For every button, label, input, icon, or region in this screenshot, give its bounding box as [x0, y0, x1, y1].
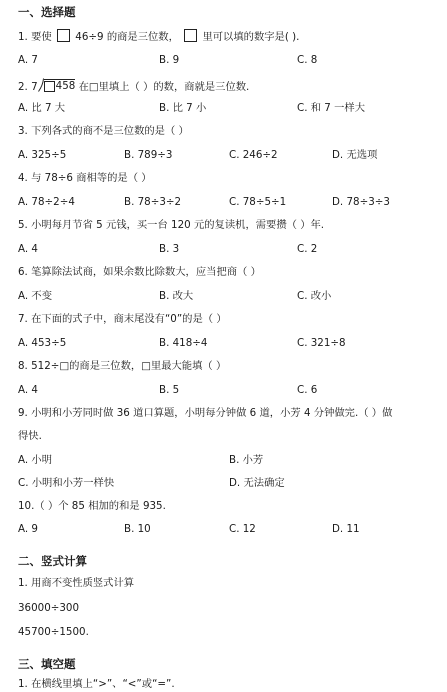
option-d[interactable]: D. 无选项 [332, 149, 378, 161]
question-1-prefix: 1. 要使 [18, 31, 52, 43]
option-c[interactable]: C. 小明和小芳一样快 [18, 477, 115, 489]
option-c[interactable]: C. 246÷2 [229, 149, 278, 161]
option-c[interactable]: C. 改小 [297, 290, 332, 302]
question-1 [18, 29, 299, 42]
option-c[interactable]: C. 321÷8 [297, 337, 346, 349]
question-2 [18, 78, 249, 92]
option-a[interactable]: A. 78÷2÷4 [18, 196, 75, 208]
option-d[interactable]: D. 无法确定 [229, 477, 285, 489]
option-a[interactable]: A. 小明 [18, 454, 53, 466]
option-a[interactable]: A. 4 [18, 243, 38, 255]
section-choice-title: 一、选择题 [18, 5, 76, 19]
option-d[interactable]: D. 78÷3÷3 [332, 196, 390, 208]
option-b[interactable]: B. 10 [124, 523, 151, 535]
option-b[interactable]: B. 3 [159, 243, 180, 255]
question-1-middle: 46÷9 的商是三位数， [75, 31, 179, 43]
dividend: 458 [55, 80, 76, 93]
question-2-prefix: 2. 7 [18, 81, 38, 93]
option-a[interactable]: A. 453÷5 [18, 337, 67, 349]
option-b[interactable]: B. 789÷3 [124, 149, 173, 161]
option-c[interactable]: C. 2 [297, 243, 318, 255]
option-a[interactable]: A. 7 [18, 54, 38, 66]
option-c[interactable]: C. 6 [297, 384, 318, 396]
question-2-suffix: 在□里填上（ ）的数，商就是三位数. [78, 81, 250, 93]
option-a[interactable]: A. 9 [18, 523, 38, 535]
answer-box[interactable] [184, 29, 197, 42]
section-3-question-1: 1. 在横线里填上“>”、“<”或“=”. [18, 678, 175, 690]
option-a[interactable]: A. 不变 [18, 290, 53, 302]
question-3: 3. 下列各式的商不是三位数的是（ ） [18, 125, 189, 137]
option-c[interactable]: C. 12 [229, 523, 256, 535]
section-2-question-1: 1. 用商不变性质竖式计算 [18, 577, 135, 589]
question-4: 4. 与 78÷6 商相等的是（ ） [18, 172, 152, 184]
option-c[interactable]: C. 78÷5÷1 [229, 196, 287, 208]
option-b[interactable]: B. 5 [159, 384, 180, 396]
answer-box[interactable] [57, 29, 70, 42]
option-b[interactable]: B. 比 7 小 [159, 102, 207, 114]
option-c[interactable]: C. 8 [297, 54, 318, 66]
option-b[interactable]: B. 小芳 [229, 454, 264, 466]
option-b[interactable]: B. 9 [159, 54, 180, 66]
option-a[interactable]: A. 325÷5 [18, 149, 67, 161]
option-a[interactable]: A. 比 7 大 [18, 102, 66, 114]
question-7: 7. 在下面的式子中，商末尾没有“0”的是（ ） [18, 313, 227, 325]
question-8: 8. 512÷□的商是三位数，□里最大能填（ ） [18, 360, 227, 372]
answer-box[interactable] [44, 81, 55, 92]
option-d[interactable]: D. 11 [332, 523, 360, 535]
long-division-symbol [38, 78, 76, 92]
option-a[interactable]: A. 4 [18, 384, 38, 396]
question-5: 5. 小明每月节省 5 元钱，买一台 120 元的复读机，需要攒（ ）年. [18, 219, 325, 231]
question-10: 10.（ ）个 85 相加的和是 935. [18, 500, 166, 512]
option-b[interactable]: B. 78÷3÷2 [124, 196, 182, 208]
question-6: 6. 笔算除法试商，如果余数比除数大，应当把商（ ） [18, 266, 261, 278]
section-vertical-calc-title: 二、竖式计算 [18, 554, 87, 568]
question-1-suffix: 里可以填的数字是( ). [202, 31, 300, 43]
option-b[interactable]: B. 418÷4 [159, 337, 208, 349]
option-c[interactable]: C. 和 7 一样大 [297, 102, 366, 114]
expression-2: 45700÷1500. [18, 626, 89, 638]
expression-1: 36000÷300 [18, 602, 80, 614]
option-b[interactable]: B. 改大 [159, 290, 194, 302]
question-9-line-2: 得快. [18, 430, 42, 442]
question-9-line-1: 9. 小明和小芳同时做 36 道口算题，小明每分钟做 6 道，小芳 4 分钟做完.（ ）做 [18, 407, 393, 419]
section-fill-blank-title: 三、填空题 [18, 657, 76, 671]
